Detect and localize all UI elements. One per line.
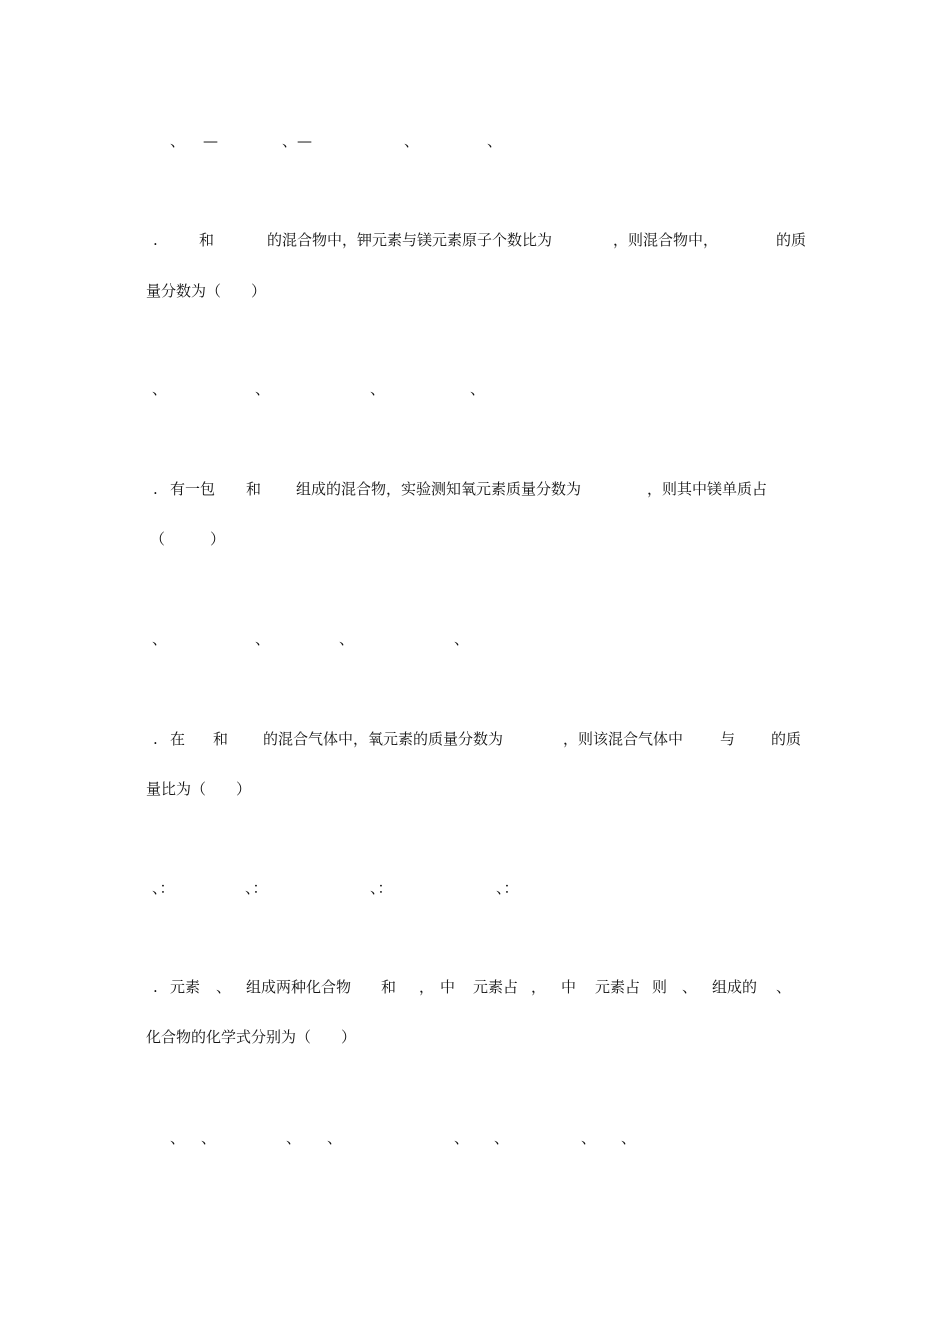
option-separator: 、 [255, 630, 271, 648]
option-separator: 、： [245, 879, 268, 897]
option-separator: 、 [201, 1129, 217, 1147]
question-text: （ ） [150, 530, 226, 548]
question-text: 的质 [776, 231, 807, 249]
option-separator: 、— [282, 132, 313, 150]
question-text: ， [531, 978, 547, 996]
option-separator: 、 [170, 1129, 186, 1147]
question-text: 组成的混合物，实验测知氧元素质量分数为 [296, 480, 582, 498]
question-text: 元素占 [595, 978, 641, 996]
question-number-dot: . [153, 978, 158, 996]
option-separator: 、 [152, 630, 168, 648]
question-text: 、 [216, 978, 232, 996]
option-separator: 、 [170, 132, 186, 150]
question-text: 元素 [170, 978, 201, 996]
option-separator: 、： [370, 879, 393, 897]
option-separator: 、 [152, 380, 168, 398]
question-text: 在 [170, 730, 186, 748]
question-text: 的混合物中，钾元素与镁元素原子个数比为 [267, 231, 553, 249]
option-separator: 、 [339, 630, 355, 648]
option-separator: 、： [152, 879, 175, 897]
option-separator: 、： [496, 879, 519, 897]
option-separator: 、 [255, 380, 271, 398]
question-text: 与 [720, 730, 736, 748]
question-text: ，则该混合气体中 [563, 730, 684, 748]
question-number-dot: . [153, 480, 158, 498]
question-text: 和 [381, 978, 397, 996]
option-separator: 、 [581, 1129, 597, 1147]
question-text: 的质 [771, 730, 802, 748]
question-text: 、 [682, 978, 698, 996]
option-separator: 、 [454, 1129, 470, 1147]
question-text: ，则其中镁单质占 [647, 480, 768, 498]
option-separator: 、 [621, 1129, 637, 1147]
option-separator: 、 [487, 132, 503, 150]
option-separator: 、 [370, 380, 386, 398]
question-text: 组成的 [712, 978, 758, 996]
question-text: 元素占 [473, 978, 519, 996]
question-text: 和 [246, 480, 262, 498]
option-separator: 、 [494, 1129, 510, 1147]
question-text: 量分数为（ ） [146, 282, 267, 300]
option-separator: 、 [327, 1129, 343, 1147]
question-text: 中 [561, 978, 577, 996]
option-separator: 、 [404, 132, 420, 150]
question-text: 组成两种化合物 [246, 978, 352, 996]
question-text: 有一包 [170, 480, 216, 498]
question-text: 和 [199, 231, 215, 249]
option-separator: 、 [454, 630, 470, 648]
question-text: 化合物的化学式分别为（ ） [146, 1028, 357, 1046]
option-separator: 、 [286, 1129, 302, 1147]
question-text: ， [419, 978, 435, 996]
question-number-dot: . [153, 730, 158, 748]
question-text: 则 [652, 978, 668, 996]
question-text: ，则混合物中， [613, 231, 719, 249]
question-text: 中 [440, 978, 456, 996]
question-number-dot: . [153, 231, 158, 249]
question-text: 、 [776, 978, 792, 996]
dash: — [203, 132, 218, 150]
question-text: 的混合气体中，氧元素的质量分数为 [263, 730, 504, 748]
option-separator: 、 [470, 380, 486, 398]
question-text: 和 [213, 730, 229, 748]
question-text: 量比为（ ） [146, 780, 252, 798]
